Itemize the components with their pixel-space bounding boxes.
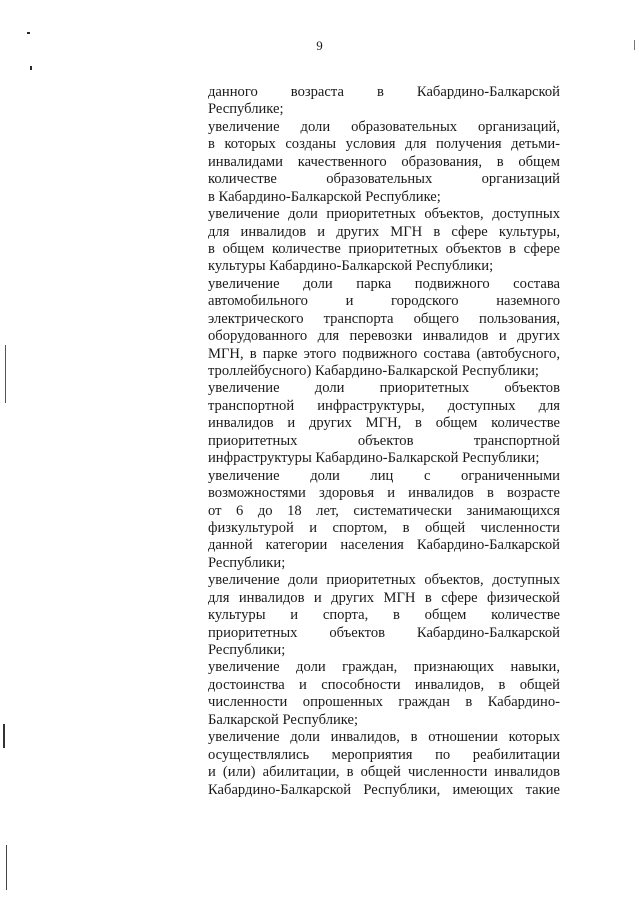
text-line: возможностями здоровья и инвалидов в возрасте [208, 485, 560, 502]
text-line: в которых созданы условия для получения детьми- [208, 136, 560, 153]
text-line: достоинства и способности инвалидов, в общей [208, 676, 560, 693]
text-line: увеличение доли приоритетных объектов [208, 380, 560, 397]
scan-artifact-line [3, 724, 5, 748]
text-line: и (или) абилитации, в общей численности инвалидов [208, 764, 560, 781]
text-line: данной категории населения Кабардино-Балкарской [208, 537, 560, 554]
text-line: автомобильного и городского наземного [208, 293, 560, 310]
text-line: Республике; [208, 101, 284, 118]
text-line: инвалидов и других МГН, в общем количестве [208, 415, 560, 432]
text-line: увеличение доли лиц с ограниченными [208, 467, 560, 484]
text-line: приоритетных объектов транспортной [208, 432, 560, 449]
text-line: МГН, в парке этого подвижного состава (автобусного, [208, 345, 560, 362]
text-line: инвалидами качественного образования, в общем [208, 153, 560, 170]
text-line: увеличение доли образовательных организаций, [208, 118, 560, 135]
text-line: в общем количестве приоритетных объектов в сфере [208, 240, 560, 257]
text-line: Республики; [208, 642, 286, 658]
text-line: численности опрошенных граждан в Кабардино- [208, 694, 560, 711]
text-line: Кабардино-Балкарской Республики, имеющих такие [208, 781, 560, 798]
text-line: от 6 до 18 лет, систематически занимающихся [208, 502, 560, 519]
text-line: культуры Кабардино-Балкарской Республики; [208, 258, 494, 275]
text-line: электрического транспорта общего пользования, [208, 310, 560, 327]
scan-artifact-mark [30, 66, 32, 70]
text-line: осуществлялись мероприятия по реабилитации [208, 746, 560, 763]
text-line: для инвалидов и других МГН в сфере физической [208, 589, 560, 606]
text-line: увеличение доли инвалидов, в отношении которых [208, 729, 560, 746]
text-line: количестве образовательных организаций [208, 171, 560, 188]
text-line: увеличение доли граждан, признающих навыки, [208, 659, 560, 676]
text-line: в Кабардино-Балкарской Республике; [208, 188, 441, 205]
text-line: инфраструктуры Кабардино-Балкарской Республики; [208, 450, 540, 467]
scan-artifact-line [6, 845, 7, 890]
text-line: приоритетных объектов Кабардино-Балкарской [208, 624, 560, 641]
text-line: Республики; [208, 554, 286, 571]
text-line: культуры и спорта, в общем количестве [208, 607, 560, 624]
document-body [208, 84, 560, 799]
text-line: Балкарской Республике; [208, 711, 359, 728]
scan-artifact-line [5, 345, 6, 403]
text-line: троллейбусного) Кабардино-Балкарской Республики; [208, 363, 539, 379]
text-line: увеличение доли парка подвижного состава [208, 275, 560, 292]
text-line: транспортной инфраструктуры, доступных для [208, 397, 560, 414]
text-line: для инвалидов и других МГН в сфере культуры, [208, 223, 560, 240]
text-line: оборудованного для перевозки инвалидов и других [208, 328, 560, 345]
text-line: увеличение доли приоритетных объектов, доступных [208, 572, 560, 589]
page-number: 9 [316, 38, 323, 53]
text-line: увеличение доли приоритетных объектов, доступных [208, 206, 560, 223]
scan-artifact-mark [27, 32, 30, 34]
text-line: данного возраста в Кабардино-Балкарской [208, 84, 560, 100]
text-line: физкультурой и спортом, в общей численности [208, 519, 560, 536]
